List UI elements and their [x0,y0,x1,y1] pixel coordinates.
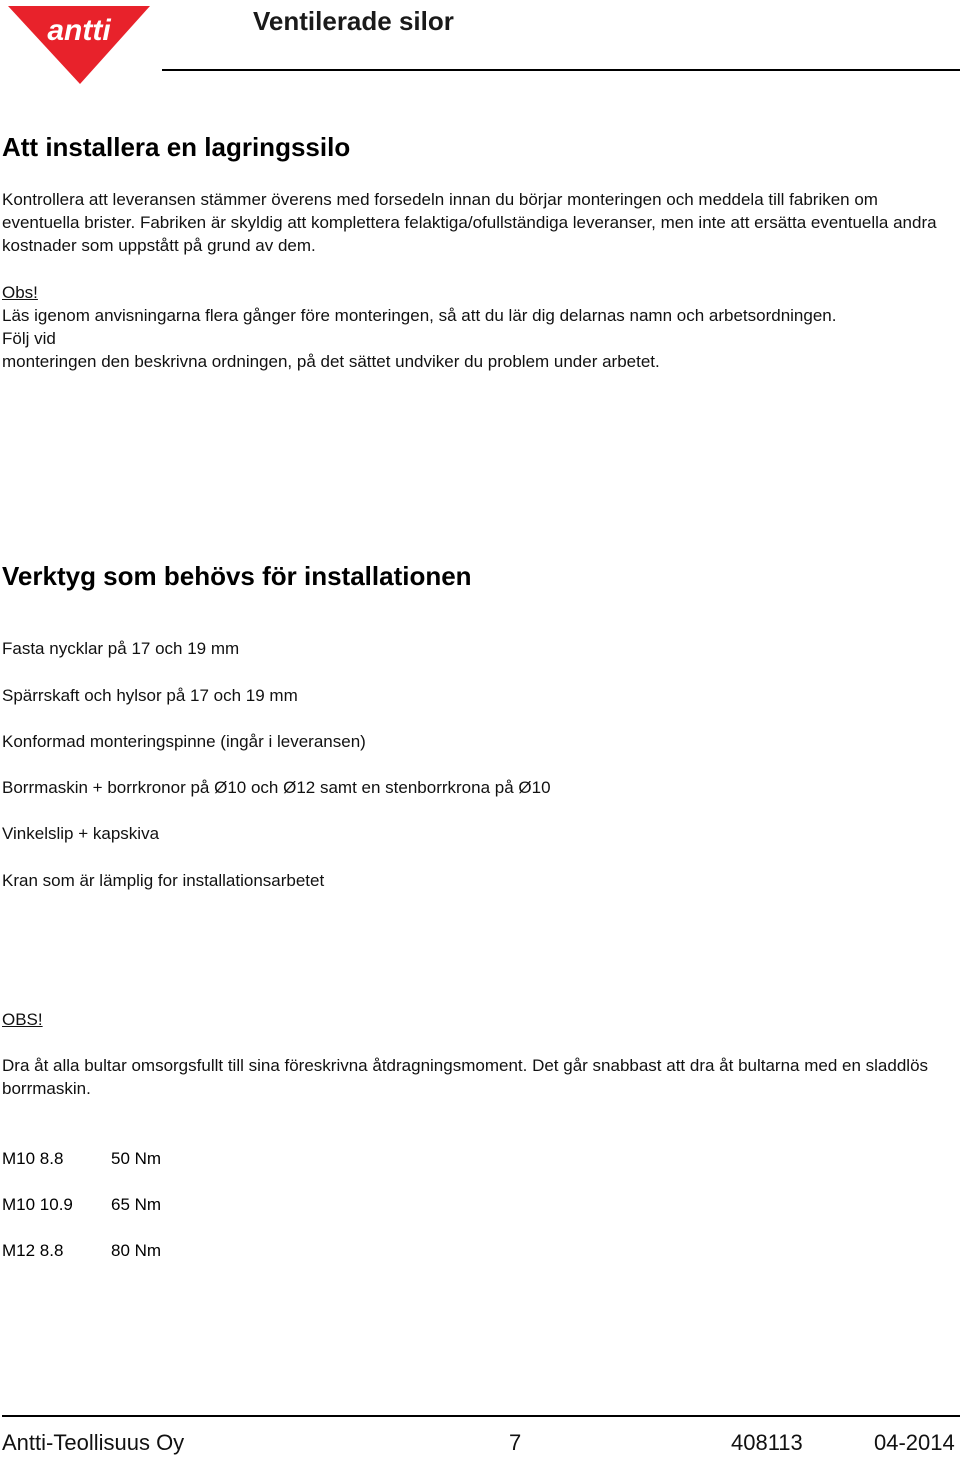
torque-value: 80 Nm [111,1241,162,1260]
obs-label: OBS! [2,1010,43,1029]
footer-page-number: 7 [509,1430,522,1455]
tool-item: Fasta nycklar på 17 och 19 mm [2,639,240,658]
section-heading-tools: Verktyg som behövs för installationen [2,561,472,591]
obs-note-line-3: monteringen den beskrivna ordningen, på det sättet undviker du problem under arbetet. [2,352,660,371]
torque-bolt: M10 10.9 [2,1195,73,1214]
torque-bolt: M10 8.8 [2,1149,64,1168]
tool-item: Kran som är lämplig for installationsarbetet [2,871,325,890]
torque-value: 65 Nm [111,1195,162,1214]
torque-value: 50 Nm [111,1149,162,1168]
obs-note-label: Obs! [2,283,38,302]
torque-bolt: M12 8.8 [2,1241,64,1260]
tool-item: Vinkelslip + kapskiva [2,824,160,843]
torque-instruction: Dra åt alla bultar omsorgsfullt till sina föreskrivna åtdragningsmoment. Det går snabbast att dra åt bultarna med en sladdlös borrmaskin. [2,1056,929,1098]
footer-doc-number: 408113 [731,1430,803,1455]
antti-logo [8,4,150,84]
logo-text: antti [47,14,111,47]
obs-note-line-2: Följ vid [2,329,56,348]
tool-item: Borrmaskin + borrkronor på Ø10 och Ø12 samt en stenborrkrona på Ø10 [2,778,551,797]
intro-paragraph: Kontrollera att leveransen stämmer överens med forsedeln innan du börjar monteringen och meddela till fabriken om eventuella brister. Fabriken är skyldig att komplettera felaktiga/ofullständiga leveranser, men inte att ersätta eventuella andra kostnader som uppstått på grund av dem. [2,190,937,255]
footer-divider [2,1415,960,1417]
tool-item: Spärrskaft och hylsor på 17 och 19 mm [2,686,298,705]
footer-company: Antti-Teollisuus Oy [2,1430,185,1455]
footer-date: 04-2014 [874,1430,955,1455]
section-heading-install: Att installera en lagringssilo [2,132,351,162]
obs-note-line-1: Läs igenom anvisningarna flera gånger före monteringen, så att du lär dig delarnas namn och arbetsordningen. [2,306,837,325]
tool-item: Konformad monteringspinne (ingår i leveransen) [2,732,366,751]
header-divider [162,69,960,71]
page-header-title: Ventilerade silor [253,6,454,36]
